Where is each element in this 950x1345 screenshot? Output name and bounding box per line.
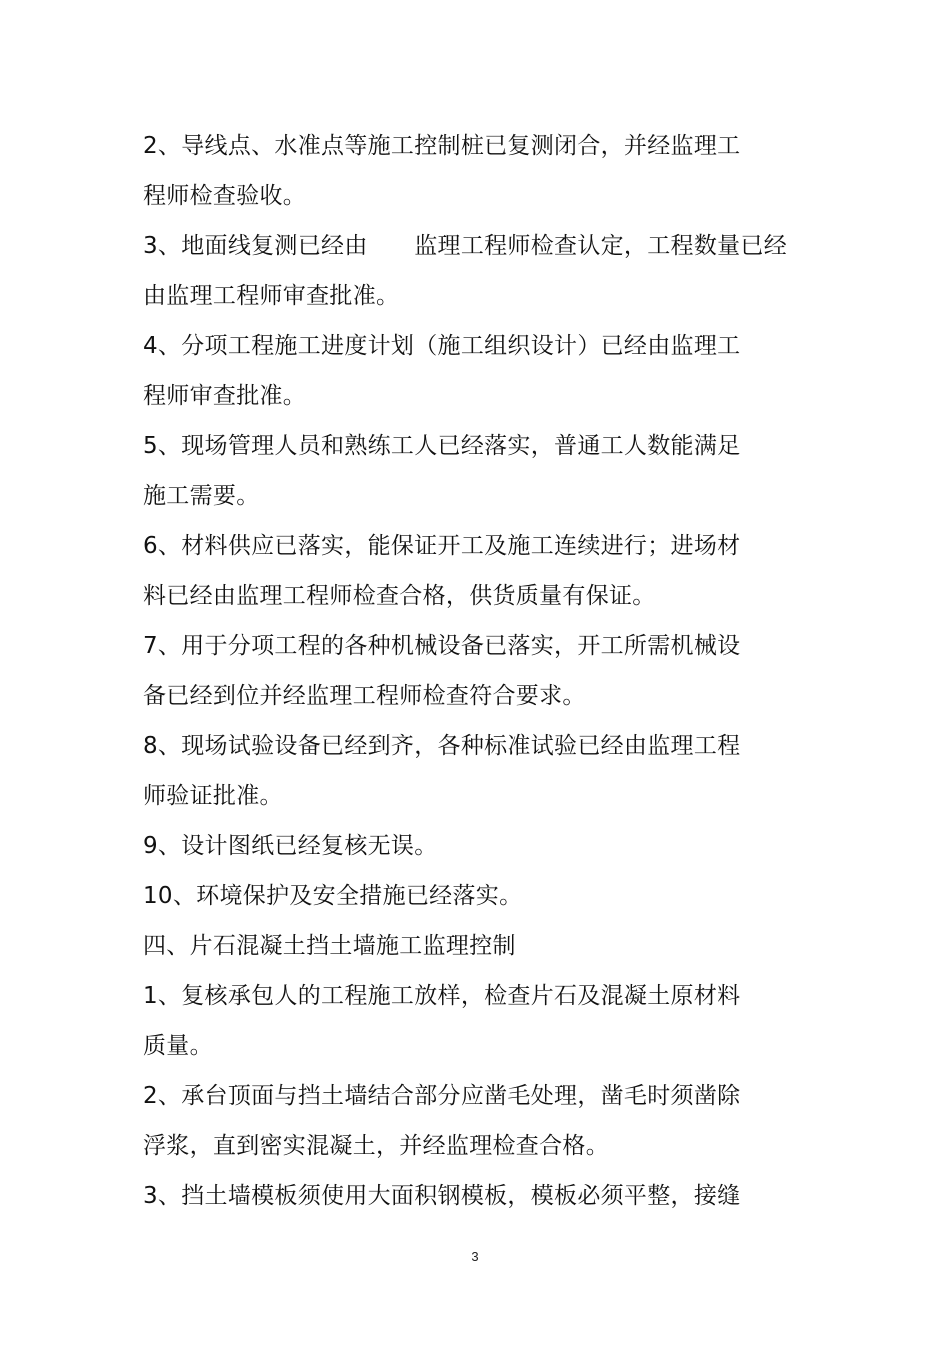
text-line: 3、挡土墙模板须使用大面积钢模板，模板必须平整，接缝 (143, 1183, 741, 1209)
text-line: 9、设计图纸已经复核无误。 (143, 833, 438, 859)
text-line: 4、分项工程施工进度计划（施工组织设计）已经由监理工 (143, 333, 741, 359)
text-line: 1、复核承包人的工程施工放样，检查片石及混凝土原材料 (143, 983, 741, 1009)
text-line: 施工需要。 (143, 483, 260, 509)
text-line: 5、现场管理人员和熟练工人已经落实，普通工人数能满足 (143, 433, 741, 459)
text-line: 师验证批准。 (143, 783, 283, 809)
text-line: 备已经到位并经监理工程师检查符合要求。 (143, 683, 586, 709)
section-heading: 四、片石混凝土挡土墙施工监理控制 (143, 933, 516, 959)
text-line: 料已经由监理工程师检查合格，供货质量有保证。 (143, 583, 656, 609)
text-line: 6、材料供应已落实，能保证开工及施工连续进行；进场材 (143, 533, 741, 559)
text-line: 2、承台顶面与挡土墙结合部分应凿毛处理，凿毛时须凿除 (143, 1083, 741, 1109)
text-line: 质量。 (143, 1033, 213, 1059)
text-line: 7、用于分项工程的各种机械设备已落实，开工所需机械设 (143, 633, 741, 659)
text-line: 2、导线点、水准点等施工控制桩已复测闭合，并经监理工 (143, 133, 741, 159)
text-line: 10、环境保护及安全措施已经落实。 (143, 883, 523, 909)
text-line: 程师审查批准。 (143, 383, 307, 409)
text-line: 浮浆，直到密实混凝土，并经监理检查合格。 (143, 1133, 609, 1159)
text-line: 3、地面线复测已经由 监理工程师检查认定，工程数量已经 (143, 233, 788, 259)
text-line: 由监理工程师审查批准。 (143, 283, 400, 309)
page-number: 3 (471, 1249, 479, 1264)
text-line: 8、现场试验设备已经到齐，各种标准试验已经由监理工程 (143, 733, 741, 759)
text-line: 程师检查验收。 (143, 183, 307, 209)
